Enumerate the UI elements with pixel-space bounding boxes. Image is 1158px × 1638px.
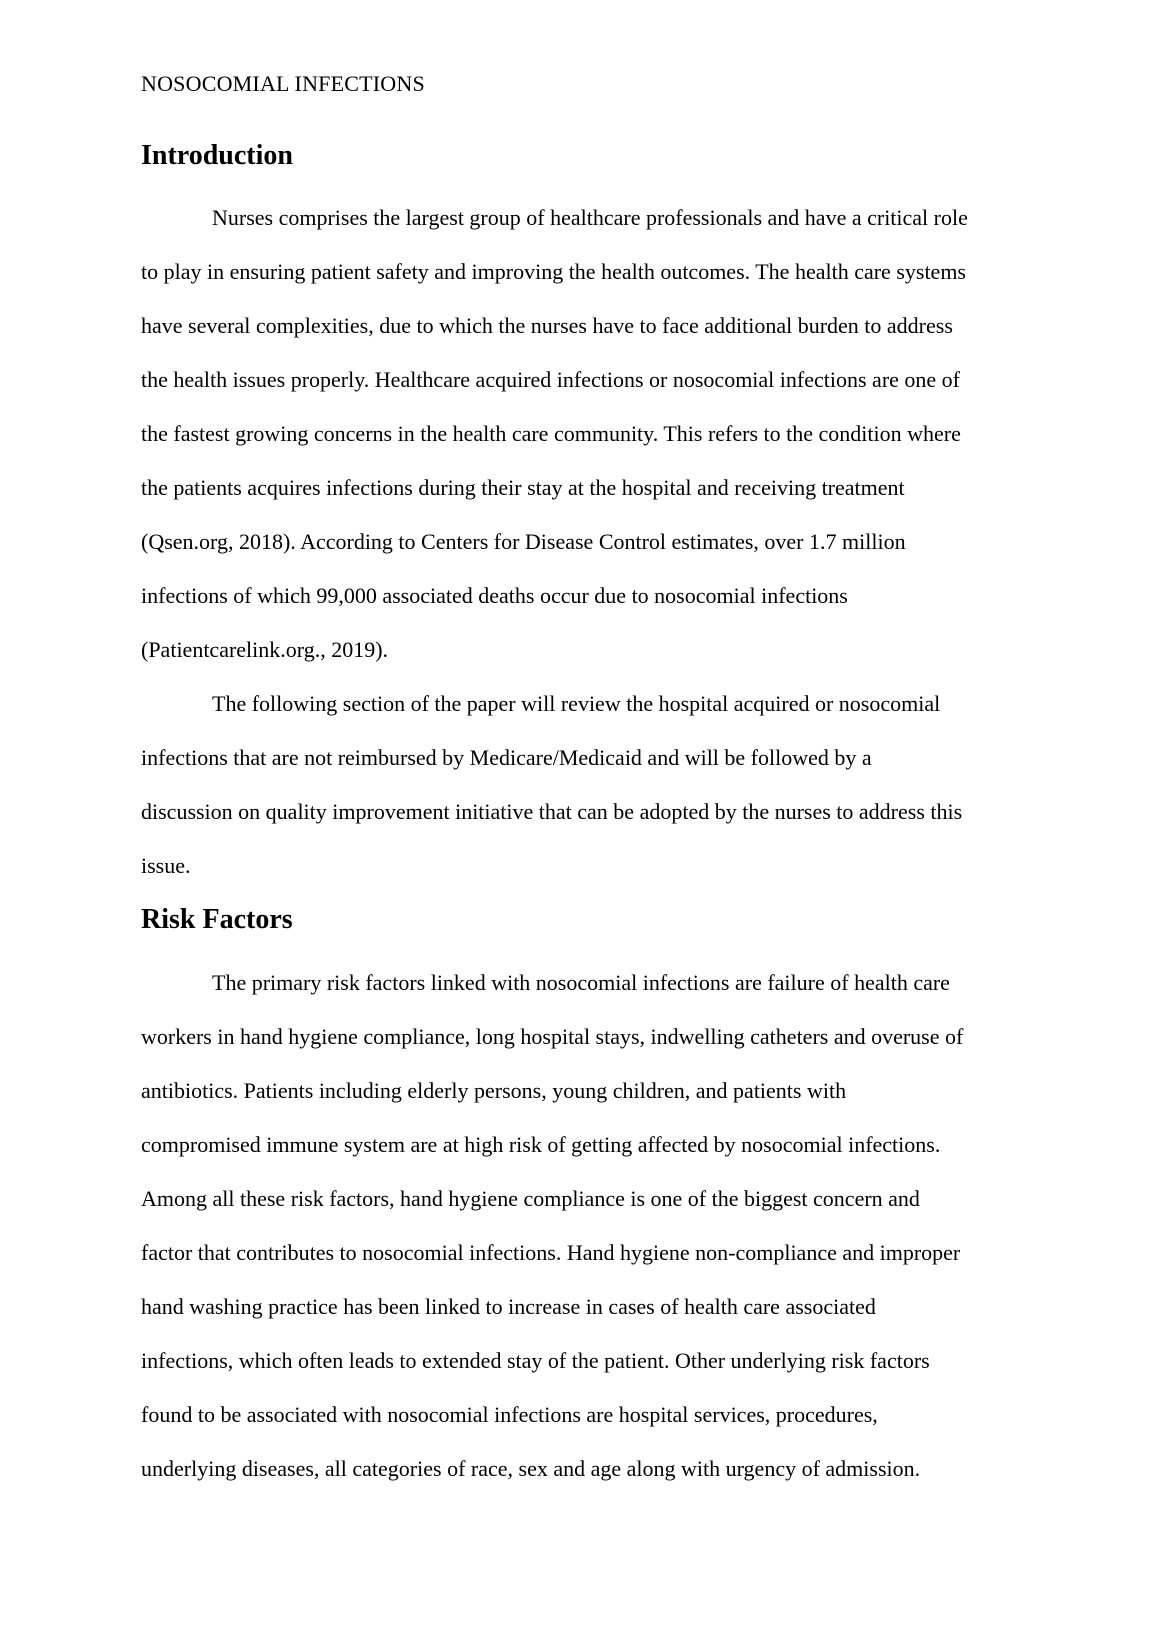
text-line: workers in hand hygiene compliance, long hospital stays, indwelling catheters and overuse of	[141, 1024, 964, 1049]
introduction-paragraph-1	[141, 191, 1028, 677]
text-line: underlying diseases, all categories of race, sex and age along with urgency of admission.	[141, 1456, 921, 1481]
section-heading-risk-factors: Risk Factors	[141, 904, 293, 935]
text-line: The following section of the paper will review the hospital acquired or nosocomial	[212, 691, 941, 716]
introduction-paragraph-2	[141, 677, 1028, 893]
text-line: the patients acquires infections during their stay at the hospital and receiving treatment	[141, 475, 905, 500]
text-line: discussion on quality improvement initiative that can be adopted by the nurses to address this	[141, 799, 963, 824]
text-line: antibiotics. Patients including elderly persons, young children, and patients with	[141, 1078, 847, 1103]
text-line: hand washing practice has been linked to increase in cases of health care associated	[141, 1294, 876, 1319]
text-line: (Qsen.org, 2018). According to Centers for Disease Control estimates, over 1.7 million	[141, 529, 906, 554]
text-line: The primary risk factors linked with nosocomial infections are failure of health care	[212, 970, 950, 995]
running-head: NOSOCOMIAL INFECTIONS	[141, 71, 425, 96]
text-line: found to be associated with nosocomial infections are hospital services, procedures,	[141, 1402, 878, 1427]
text-line: infections of which 99,000 associated deaths occur due to nosocomial infections	[141, 583, 848, 608]
text-line: the fastest growing concerns in the health care community. This refers to the condition where	[141, 421, 961, 446]
text-line: to play in ensuring patient safety and improving the health outcomes. The health care systems	[141, 259, 966, 284]
text-line: issue.	[141, 853, 191, 878]
text-line: compromised immune system are at high risk of getting affected by nosocomial infections.	[141, 1132, 941, 1157]
text-line: Nurses comprises the largest group of healthcare professionals and have a critical role	[212, 205, 968, 230]
text-line: infections, which often leads to extended stay of the patient. Other underlying risk factors	[141, 1348, 930, 1373]
text-line: infections that are not reimbursed by Medicare/Medicaid and will be followed by a	[141, 745, 872, 770]
text-line: (Patientcarelink.org., 2019).	[141, 637, 389, 662]
text-line: have several complexities, due to which the nurses have to face additional burden to address	[141, 313, 953, 338]
risk-factors-paragraph-1	[141, 956, 1028, 1496]
text-line: factor that contributes to nosocomial infections. Hand hygiene non-compliance and improper	[141, 1240, 961, 1265]
text-line: Among all these risk factors, hand hygiene compliance is one of the biggest concern and	[141, 1186, 920, 1211]
text-line: the health issues properly. Healthcare acquired infections or nosocomial infections are one of	[141, 367, 960, 392]
section-heading-introduction: Introduction	[141, 140, 293, 171]
